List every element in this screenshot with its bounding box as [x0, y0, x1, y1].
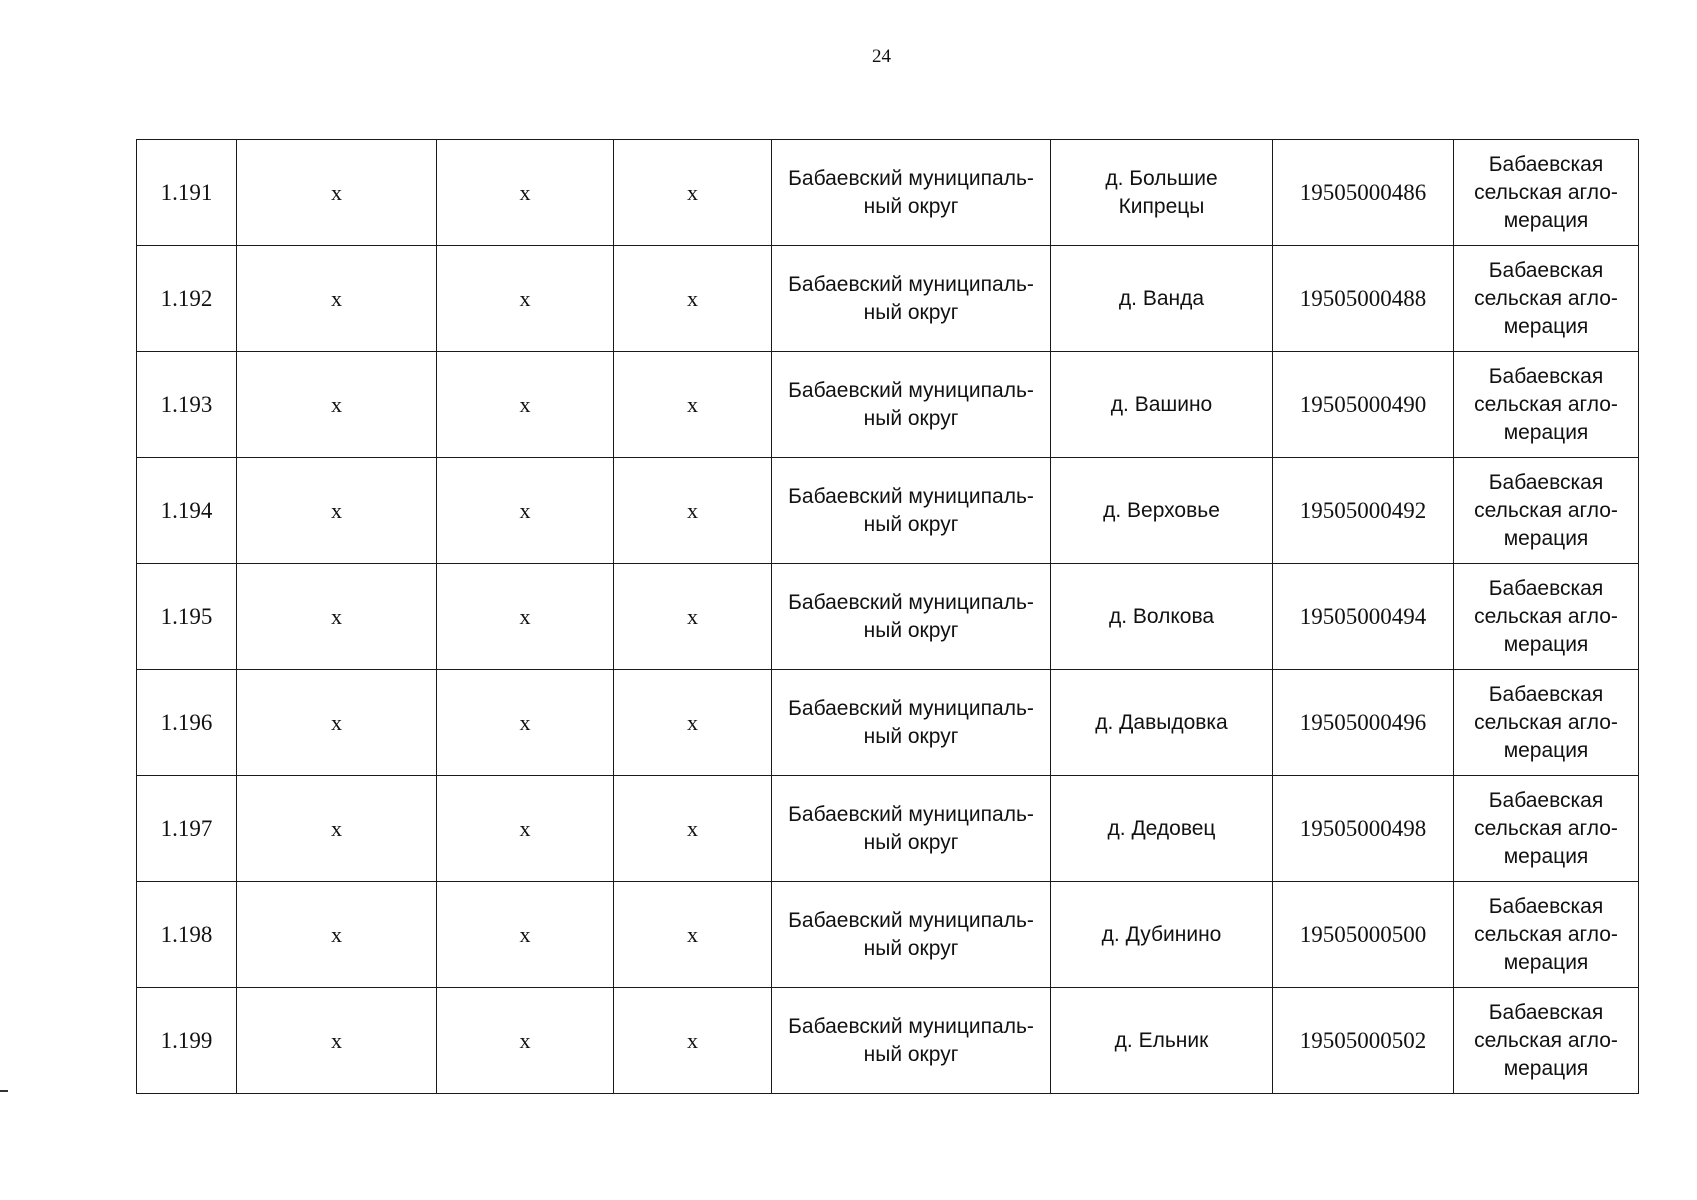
row-number-line: 1.193: [160, 391, 213, 417]
district-cell-line: Бабаевский муниципаль-: [788, 590, 1034, 614]
oktmo-code-cell-line: 19505000490: [1299, 391, 1427, 417]
row-number: [137, 458, 237, 564]
cell-x: [614, 352, 772, 458]
data-table: [136, 139, 1639, 1094]
locality-cell-line: д. Большие: [1105, 166, 1218, 190]
district-cell: [772, 352, 1051, 458]
cell-x: [614, 882, 772, 988]
agglomeration-cell: [1454, 988, 1639, 1094]
oktmo-code-cell-line: 19505000486: [1299, 179, 1427, 205]
district-cell-line: Бабаевский муниципаль-: [788, 696, 1034, 720]
agglomeration-cell-line: сельская агло-: [1474, 180, 1618, 204]
agglomeration-cell-line: Бабаевская: [1488, 576, 1604, 600]
agglomeration-cell: [1454, 776, 1639, 882]
cell-x: [437, 140, 614, 246]
locality-cell-line: д. Вашино: [1110, 392, 1213, 416]
cell-x: [437, 246, 614, 352]
district-cell-line: Бабаевский муниципаль-: [788, 166, 1034, 190]
agglomeration-cell: [1454, 246, 1639, 352]
oktmo-code-cell: [1273, 564, 1454, 670]
cell-x: [437, 882, 614, 988]
district-cell: [772, 776, 1051, 882]
cell-x-line: x: [331, 179, 342, 205]
district-cell-line: ный округ: [863, 618, 959, 642]
cell-x: [437, 988, 614, 1094]
cell-x: [614, 776, 772, 882]
agglomeration-cell-line: Бабаевская: [1488, 152, 1604, 176]
district-cell-line: ный округ: [863, 406, 959, 430]
agglomeration-cell: [1454, 458, 1639, 564]
cell-x: [437, 352, 614, 458]
agglomeration-cell: [1454, 352, 1639, 458]
cell-x: [437, 458, 614, 564]
district-cell-line: Бабаевский муниципаль-: [788, 908, 1034, 932]
district-cell-line: Бабаевский муниципаль-: [788, 1014, 1034, 1038]
locality-cell: [1051, 140, 1273, 246]
cell-x-line: x: [687, 391, 698, 417]
agglomeration-cell-line: мерация: [1503, 420, 1589, 444]
locality-cell: [1051, 564, 1273, 670]
district-cell: [772, 458, 1051, 564]
row-number-line: 1.191: [160, 179, 213, 205]
locality-cell-line: д. Ельник: [1114, 1028, 1209, 1052]
oktmo-code-cell: [1273, 140, 1454, 246]
cell-x-line: x: [687, 179, 698, 205]
cell-x-line: x: [331, 603, 342, 629]
table-row: [137, 776, 1639, 882]
agglomeration-cell-line: сельская агло-: [1474, 392, 1618, 416]
agglomeration-cell-line: сельская агло-: [1474, 816, 1618, 840]
cell-x: [237, 564, 437, 670]
cell-x-line: x: [519, 1027, 531, 1053]
cell-x-line: x: [519, 921, 531, 947]
cell-x-line: x: [519, 603, 531, 629]
oktmo-code-cell-line: 19505000500: [1299, 921, 1427, 947]
cell-x-line: x: [687, 921, 698, 947]
row-number: [137, 246, 237, 352]
oktmo-code-cell-line: 19505000494: [1299, 603, 1427, 629]
agglomeration-cell-line: мерация: [1503, 738, 1589, 762]
row-number: [137, 352, 237, 458]
locality-cell: [1051, 882, 1273, 988]
agglomeration-cell-line: мерация: [1503, 526, 1589, 550]
page-number: 24: [872, 46, 891, 67]
cell-x: [614, 670, 772, 776]
district-cell: [772, 988, 1051, 1094]
cell-x: [614, 564, 772, 670]
cell-x: [614, 458, 772, 564]
agglomeration-cell-line: мерация: [1503, 314, 1589, 338]
locality-cell-line: д. Дубинино: [1101, 922, 1222, 946]
agglomeration-cell-line: сельская агло-: [1474, 604, 1618, 628]
oktmo-code-cell-line: 19505000496: [1299, 709, 1427, 735]
row-number-line: 1.199: [160, 1027, 213, 1053]
district-cell-line: ный округ: [863, 194, 959, 218]
district-cell-line: ный округ: [863, 936, 959, 960]
agglomeration-cell-line: Бабаевская: [1488, 364, 1604, 388]
row-number: [137, 988, 237, 1094]
oktmo-code-cell: [1273, 352, 1454, 458]
row-number-line: 1.194: [160, 497, 213, 523]
agglomeration-cell-line: Бабаевская: [1488, 1000, 1604, 1024]
cell-x: [237, 776, 437, 882]
agglomeration-cell: [1454, 670, 1639, 776]
cell-x-line: x: [687, 709, 698, 735]
table-row: [137, 564, 1639, 670]
table-row: [137, 882, 1639, 988]
row-number: [137, 670, 237, 776]
oktmo-code-cell: [1273, 246, 1454, 352]
agglomeration-cell-line: сельская агло-: [1474, 498, 1618, 522]
oktmo-code-cell: [1273, 882, 1454, 988]
locality-cell-line: д. Волкова: [1108, 604, 1215, 628]
locality-cell: [1051, 246, 1273, 352]
agglomeration-cell: [1454, 564, 1639, 670]
row-number-line: 1.192: [160, 285, 213, 311]
row-number: [137, 776, 237, 882]
district-cell-line: ный округ: [863, 1042, 959, 1066]
oktmo-code-cell: [1273, 670, 1454, 776]
agglomeration-cell-line: мерация: [1503, 208, 1589, 232]
cell-x-line: x: [331, 815, 342, 841]
row-number: [137, 140, 237, 246]
district-cell-line: ный округ: [863, 300, 959, 324]
cell-x-line: x: [687, 815, 698, 841]
cell-x-line: x: [331, 1027, 342, 1053]
cell-x: [237, 352, 437, 458]
district-cell: [772, 882, 1051, 988]
agglomeration-cell-line: мерация: [1503, 632, 1589, 656]
cell-x: [237, 882, 437, 988]
cell-x: [237, 670, 437, 776]
table-body: [137, 140, 1639, 1094]
margin-mark: [0, 1090, 8, 1092]
table-row: [137, 458, 1639, 564]
cell-x: [237, 458, 437, 564]
cell-x-line: x: [331, 709, 342, 735]
district-cell: [772, 246, 1051, 352]
district-cell: [772, 564, 1051, 670]
locality-cell-line: д. Ванда: [1118, 286, 1205, 310]
cell-x: [614, 988, 772, 1094]
agglomeration-cell-line: сельская агло-: [1474, 286, 1618, 310]
cell-x-line: x: [331, 497, 342, 523]
row-number: [137, 564, 237, 670]
agglomeration-cell-line: Бабаевская: [1488, 682, 1604, 706]
oktmo-code-cell-line: 19505000502: [1299, 1027, 1427, 1053]
cell-x-line: x: [687, 285, 698, 311]
locality-cell-line: Кипрецы: [1118, 194, 1205, 218]
district-cell: [772, 140, 1051, 246]
table-row: [137, 140, 1639, 246]
oktmo-code-cell-line: 19505000492: [1299, 497, 1427, 523]
locality-cell-line: д. Верховье: [1103, 498, 1220, 522]
cell-x: [614, 140, 772, 246]
agglomeration-cell-line: Бабаевская: [1488, 788, 1604, 812]
district-cell-line: Бабаевский муниципаль-: [788, 378, 1034, 402]
cell-x-line: x: [331, 921, 342, 947]
oktmo-code-cell: [1273, 458, 1454, 564]
row-number-line: 1.195: [160, 603, 213, 629]
district-cell: [772, 670, 1051, 776]
locality-cell-line: д. Давыдовка: [1095, 710, 1228, 734]
cell-x: [614, 246, 772, 352]
table-row: [137, 352, 1639, 458]
cell-x: [437, 670, 614, 776]
agglomeration-cell-line: Бабаевская: [1488, 470, 1604, 494]
locality-cell: [1051, 352, 1273, 458]
oktmo-code-cell: [1273, 988, 1454, 1094]
agglomeration-cell-line: сельская агло-: [1474, 710, 1618, 734]
table-row: [137, 670, 1639, 776]
row-number: [137, 882, 237, 988]
locality-cell: [1051, 458, 1273, 564]
agglomeration-cell: [1454, 140, 1639, 246]
table-row: [137, 246, 1639, 352]
agglomeration-cell-line: сельская агло-: [1474, 1028, 1618, 1052]
cell-x-line: x: [519, 709, 531, 735]
district-cell-line: ный округ: [863, 512, 959, 536]
district-cell-line: Бабаевский муниципаль-: [788, 272, 1034, 296]
agglomeration-cell-line: мерация: [1503, 950, 1589, 974]
table-row: [137, 988, 1639, 1094]
cell-x-line: x: [687, 1027, 698, 1053]
cell-x-line: x: [687, 603, 698, 629]
cell-x: [237, 988, 437, 1094]
row-number-line: 1.196: [160, 709, 213, 735]
cell-x-line: x: [519, 179, 531, 205]
cell-x-line: x: [519, 391, 531, 417]
cell-x: [437, 564, 614, 670]
district-cell-line: Бабаевский муниципаль-: [788, 484, 1034, 508]
cell-x-line: x: [519, 815, 531, 841]
agglomeration-cell-line: Бабаевская: [1488, 894, 1604, 918]
cell-x-line: x: [519, 285, 531, 311]
locality-cell: [1051, 670, 1273, 776]
row-number-line: 1.198: [160, 921, 213, 947]
oktmo-code-cell-line: 19505000488: [1299, 285, 1427, 311]
cell-x: [437, 776, 614, 882]
locality-cell-line: д. Дедовец: [1107, 816, 1216, 840]
locality-cell: [1051, 988, 1273, 1094]
cell-x-line: x: [519, 497, 531, 523]
cell-x: [237, 140, 437, 246]
agglomeration-cell: [1454, 882, 1639, 988]
agglomeration-cell-line: мерация: [1503, 844, 1589, 868]
agglomeration-cell-line: сельская агло-: [1474, 922, 1618, 946]
oktmo-code-cell-line: 19505000498: [1299, 815, 1427, 841]
cell-x: [237, 246, 437, 352]
cell-x-line: x: [331, 391, 342, 417]
district-cell-line: ный округ: [863, 724, 959, 748]
district-cell-line: ный округ: [863, 830, 959, 854]
district-cell-line: Бабаевский муниципаль-: [788, 802, 1034, 826]
row-number-line: 1.197: [160, 815, 213, 841]
cell-x-line: x: [687, 497, 698, 523]
locality-cell: [1051, 776, 1273, 882]
oktmo-code-cell: [1273, 776, 1454, 882]
agglomeration-cell-line: Бабаевская: [1488, 258, 1604, 282]
agglomeration-cell-line: мерация: [1503, 1056, 1589, 1080]
cell-x-line: x: [331, 285, 342, 311]
